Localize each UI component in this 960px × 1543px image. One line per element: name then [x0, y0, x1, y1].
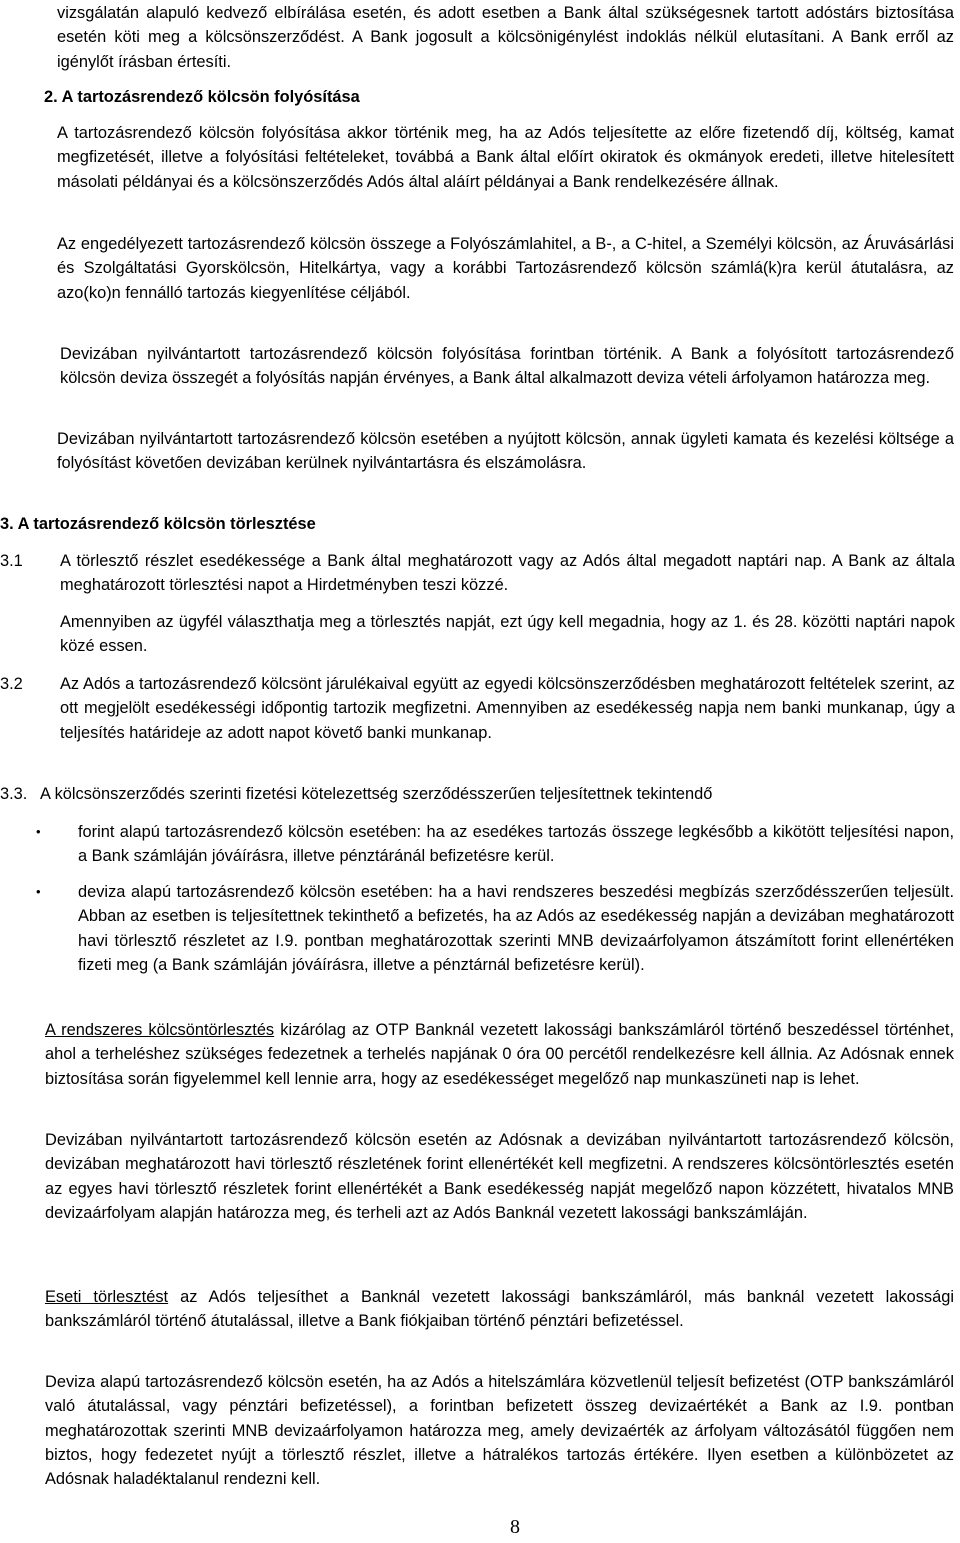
bullet-2-marker: •	[36, 884, 41, 899]
section-3-3-number: 3.3.	[0, 785, 28, 803]
occasional-repayment-text: az Adós teljesíthet a Banknál vezetett lakossági bankszámláról, más banknál vezetett lakossági bankszámláról történő átutalással, illetve a Bank fiókjaiban történő pénztári befizetéssel.	[45, 1288, 954, 1331]
section-3-heading: 3. A tartozásrendező kölcsön törlesztése	[0, 515, 316, 533]
bullet-1-marker: •	[36, 824, 41, 839]
section-3-2-text: Az Adós a tartozásrendező kölcsönt járulékaival együtt az egyedi kölcsönszerződésben meghatározott feltételek szerint, az ott megjelölt esedékességi időpontig tartozik megfizetni. Amennyiben az esedékesség napja nem banki munkanap, úgy a teljesítés határideje az adott napot követő banki munkanap.	[60, 675, 955, 742]
section-2-paragraph-1: A tartozásrendező kölcsön folyósítása akkor történik meg, ha az Adós teljesítette az előre fizetendő díj, költség, kamat megfizetését, illetve a folyósítási feltételeket, továbbá a Bank által előírt okiratok és okmányok eredeti, illetve hitelesített másolati példányai és a kölcsönszerződés Adós által aláírt példányai a Bank rendelkezésére állnak.	[57, 124, 954, 191]
section-2-heading: 2. A tartozásrendező kölcsön folyósítása	[44, 88, 360, 106]
foreign-currency-based-paragraph: Deviza alapú tartozásrendező kölcsön esetén, ha az Adós a hitelszámlára közvetlenül teljesít befizetést (OTP bankszámláról való átutalással, vagy pénztári befizetéssel), a forintban befizetett összeg devizaértékét a Bank az I.9. pontban meghatározottak szerinti MNB devizaárfolyamon határozza meg, amely devizaérték az árfolyam változásától függően nem biztos, hogy fedezetet nyújt a törlesztő részlet, illetve a hátralékos tartozás értékére. Ilyen esetben a különbözetet az Adósnak haladéktalanul rendezni kell.	[45, 1373, 954, 1489]
occasional-repayment-paragraph	[45, 1285, 954, 1334]
regular-repayment-text: kizárólag az OTP Banknál vezetett lakossági bankszámláról történő beszedéssel történhet, ahol a terheléshez szükséges fedezetnek a terhelés napjának 0 óra 00 percétől rendelkezésre kell állnia. Az Adósnak ennek biztosítása során figyelemmel kell lennie arra, hogy az esedékességet megelőző nap munkaszüneti nap is lehet.	[45, 1021, 954, 1088]
foreign-currency-paragraph: Devizában nyilvántartott tartozásrendező kölcsön esetén az Adósnak a devizában nyilvántartott tartozásrendező kölcsön, devizában meghatározott havi törlesztő részletének forint ellenértékét kell megfizetni. A rendszeres kölcsöntörlesztés esetén az egyes havi törlesztő részletek forint ellenértékét a Bank esedékesség napját megelőző napon közzétett, hivatalos MNB devizaárfolyam alapján határozza meg, és terheli azt az Adós Banknál vezetett lakossági bankszámláján.	[45, 1131, 954, 1222]
section-3-2-number: 3.2	[0, 675, 23, 693]
occasional-repayment-label: Eseti törlesztést	[45, 1288, 169, 1306]
section-2-paragraph-4: Devizában nyilvántartott tartozásrendező kölcsön esetében a nyújtott kölcsön, annak ügyleti kamata és kezelési költsége a folyósítást követően devizában kerülnek nyilvántartásra és elszámolásra.	[57, 430, 954, 473]
section-3-1-number: 3.1	[0, 552, 23, 570]
regular-repayment-label: A rendszeres kölcsöntörlesztés	[45, 1021, 275, 1039]
section-2-paragraph-3: Devizában nyilvántartott tartozásrendező kölcsön folyósítása forintban történik. A Bank a folyósított tartozásrendező kölcsön deviza összegét a folyósítás napján érvényes, a Bank által alkalmazott deviza vételi árfolyamon határozza meg.	[60, 345, 954, 388]
bullet-1-text: forint alapú tartozásrendező kölcsön esetében: ha az esedékes tartozás összege legkésőbb a kikötött teljesítési napon, a Bank számláján jóváírásra, illetve pénztáránál befizetésre kerül.	[78, 823, 954, 866]
section-3-3-text: A kölcsönszerződés szerinti fizetési kötelezettség szerződésszerűen teljesítettnek tekintendő	[40, 785, 713, 803]
bullet-2-text: deviza alapú tartozásrendező kölcsön esetében: ha a havi rendszeres beszedési megbízás szerződésszerűen teljesült. Abban az esetben is teljesítettnek tekinthető a befizetés, ha az Adós az esedékesség napján a devizában meghatározott havi törlesztő részletet az I.9. pontban meghatározottak szerinti MNB devizaárfolyamon átszámított forint ellenértéken fizeti meg (a Bank számláján jóváírásra, illetve a pénztárnál befizetésre kerül).	[78, 883, 954, 974]
section-3-1-text: A törlesztő részlet esedékessége a Bank által meghatározott vagy az Adós által megadott naptári nap. A Bank az általa meghatározott törlesztési napot a Hirdetményben teszi közzé.	[60, 552, 955, 595]
page-number: 8	[510, 1516, 520, 1538]
regular-repayment-paragraph	[45, 1018, 954, 1091]
section-3-1-paragraph-2: Amennyiben az ügyfél választhatja meg a törlesztés napját, ezt úgy kell megadnia, hogy az 1. és 28. közötti naptári napok közé essen.	[60, 613, 955, 656]
section-2-paragraph-2: Az engedélyezett tartozásrendező kölcsön összege a Folyószámlahitel, a B-, a C-hitel, a Személyi kölcsön, az Áruvásárlási és Szolgáltatási Gyorskölcsön, Hitelkártya, vagy a korábbi Tartozásrendező kölcsön számlá(k)ra kerül átutalásra, az azo(ko)n fennálló tartozás kiegyenlítése céljából.	[57, 235, 954, 302]
intro-paragraph: vizsgálatán alapuló kedvező elbírálása esetén, és adott esetben a Bank által szükségesnek tartott adóstárs biztosítása esetén köti meg a kölcsönszerződést. A Bank jogosult a kölcsönigénylést indoklás nélkül elutasítani. A Bank erről az igénylőt írásban értesíti.	[57, 4, 954, 71]
